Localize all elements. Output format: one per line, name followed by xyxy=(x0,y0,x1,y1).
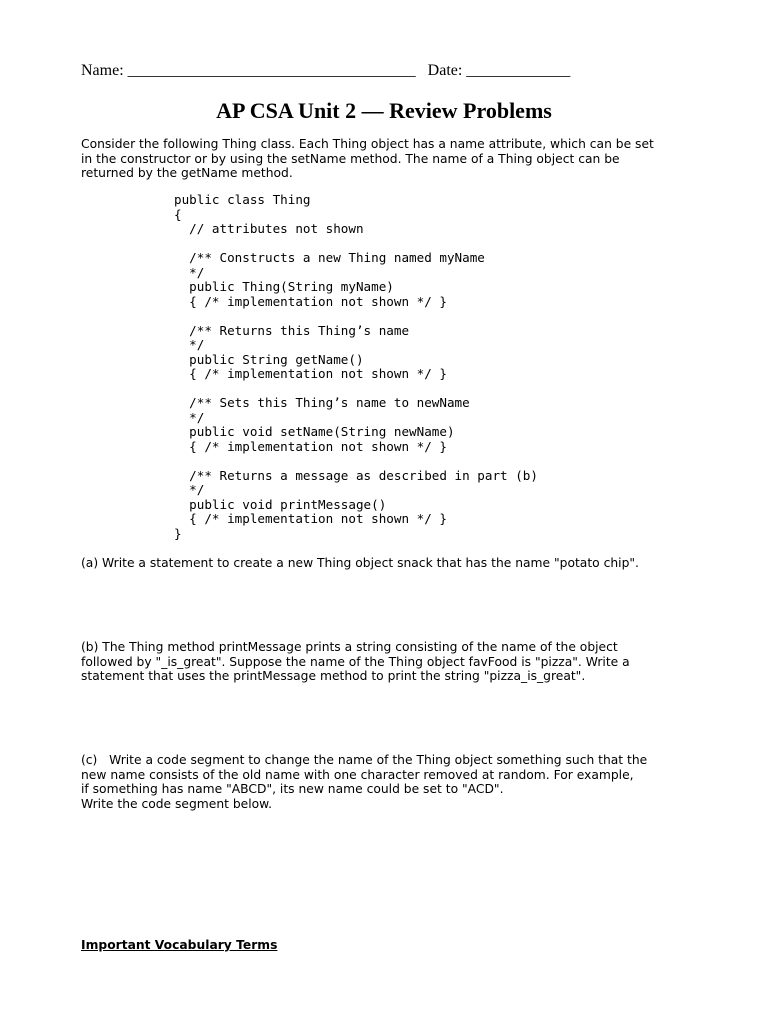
question-part-b xyxy=(81,640,701,684)
question-part-c xyxy=(81,753,701,811)
code-line: public void printMessage() xyxy=(174,496,387,512)
date-field: Date: _____________ xyxy=(427,62,571,79)
code-line: */ xyxy=(174,337,205,352)
code-line: { /* implementation not shown */ } xyxy=(174,293,447,309)
code-line: /** Sets this Thing’s name to newName xyxy=(174,395,470,410)
code-line xyxy=(174,382,538,397)
code-line: } xyxy=(174,525,182,541)
code-line: /** Returns a message as described in part (b) xyxy=(174,467,538,483)
code-line: */ xyxy=(174,482,205,497)
code-line xyxy=(174,237,538,252)
question-line: if something has name "ABCD", its new name could be set to "ACD". xyxy=(81,782,504,796)
question-line: (a) Write a statement to create a new Thing object snack that has the name "potato chip". xyxy=(81,556,639,570)
code-line: { /* implementation not shown */ } xyxy=(174,511,447,526)
question-line: new name consists of the old name with one character removed at random. For example, xyxy=(81,767,634,782)
code-line: /** Returns this Thing’s name xyxy=(174,322,410,338)
code-line: { /* implementation not shown */ } xyxy=(174,366,447,381)
question-line: statement that uses the printMessage method to print the string "pizza_is_great". xyxy=(81,669,586,683)
code-line: { /* implementation not shown */ } xyxy=(174,438,447,454)
question-part-a xyxy=(81,556,701,571)
vocabulary-heading: Important Vocabulary Terms xyxy=(81,938,278,952)
code-line: */ xyxy=(174,409,205,425)
code-line: /** Constructs a new Thing named myName xyxy=(174,250,485,265)
code-line: public String getName() xyxy=(174,351,364,367)
code-line: */ xyxy=(174,264,205,280)
code-line xyxy=(174,454,538,469)
question-line: (c) Write a code segment to change the name of the Thing object something such that the xyxy=(81,753,648,767)
intro-line: in the constructor or by using the setName method. The name of a Thing object can be xyxy=(81,151,620,166)
code-line: public class Thing xyxy=(174,192,311,207)
name-field: Name: ____________________________________ xyxy=(81,62,416,79)
question-line: Write the code segment below. xyxy=(81,796,273,811)
code-line: { xyxy=(174,206,182,222)
question-line: followed by "_is_great". Suppose the name of the Thing object favFood is "pizza". Write a xyxy=(81,654,630,669)
page-title: AP CSA Unit 2 — Review Problems xyxy=(216,98,552,123)
code-line xyxy=(174,309,538,324)
intro-line: returned by the getName method. xyxy=(81,166,293,180)
code-line: public Thing(String myName) xyxy=(174,279,394,294)
intro-paragraph xyxy=(81,137,701,181)
code-listing xyxy=(174,193,538,541)
question-line: (b) The Thing method printMessage prints a string consisting of the name of the object xyxy=(81,640,618,654)
code-line: // attributes not shown xyxy=(174,221,364,236)
header-line xyxy=(81,61,570,81)
intro-line: Consider the following Thing class. Each Thing object has a name attribute, which can be set xyxy=(81,137,654,151)
code-line: public void setName(String newName) xyxy=(174,424,455,439)
